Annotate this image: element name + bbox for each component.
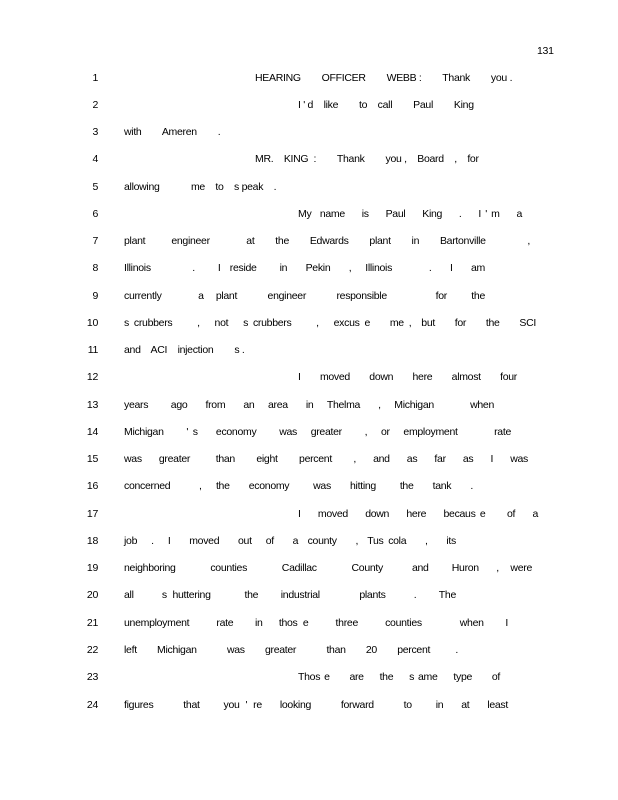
line-text: My name is Paul King . I ' m a (298, 208, 522, 220)
line-text: job . I moved out of a county , Tus cola , its (124, 535, 456, 547)
transcript-line (0, 181, 618, 197)
transcript-line (0, 671, 618, 687)
transcript-line (0, 617, 618, 633)
line-number: 22 (86, 644, 98, 656)
line-number: 16 (86, 480, 98, 492)
transcript-line (0, 153, 618, 169)
line-text: left Michigan was greater than 20 percent . (124, 644, 458, 656)
line-text: I moved down here almost four (298, 371, 517, 383)
line-text: allowing me to s peak . (124, 181, 277, 193)
line-text: and ACI injection s . (124, 344, 245, 356)
line-number: 9 (92, 290, 98, 302)
page-number: 131 (537, 45, 554, 57)
line-number: 19 (86, 562, 98, 574)
line-text: Illinois . I reside in Pekin , Illinois . I am (124, 262, 485, 274)
transcript-line (0, 399, 618, 415)
line-text: I moved down here becaus e of a (298, 508, 538, 520)
line-number: 2 (92, 99, 98, 111)
line-text: Thos e are the s ame type of (298, 671, 500, 683)
line-number: 5 (92, 181, 98, 193)
transcript-line (0, 344, 618, 360)
line-number: 10 (86, 317, 98, 329)
line-number: 3 (92, 126, 98, 138)
transcript-line (0, 126, 618, 142)
transcript-line (0, 453, 618, 469)
transcript-line (0, 699, 618, 715)
line-text: plant engineer at the Edwards plant in Bartonville , (124, 235, 530, 247)
line-text: unemployment rate in thos e three counties when I (124, 617, 508, 629)
line-number: 4 (92, 153, 98, 165)
transcript-line (0, 535, 618, 551)
transcript-line (0, 235, 618, 251)
transcript-line (0, 72, 618, 88)
line-text: MR. KING : Thank you , Board , for (255, 153, 479, 165)
line-text: was greater than eight percent , and as far as I was (124, 453, 528, 465)
transcript-line (0, 508, 618, 524)
line-number: 6 (92, 208, 98, 220)
transcript-line (0, 208, 618, 224)
line-number: 13 (86, 399, 98, 411)
line-number: 18 (86, 535, 98, 547)
line-number: 1 (92, 72, 98, 84)
transcript-line (0, 589, 618, 605)
transcript-line (0, 262, 618, 278)
line-text: with Ameren . (124, 126, 221, 138)
line-number: 21 (86, 617, 98, 629)
transcript-line (0, 480, 618, 496)
transcript-line (0, 562, 618, 578)
line-text: HEARING OFFICER WEBB : Thank you . (255, 72, 513, 84)
transcript-line (0, 426, 618, 442)
line-number: 12 (86, 371, 98, 383)
line-number: 8 (92, 262, 98, 274)
line-number: 20 (86, 589, 98, 601)
line-number: 15 (86, 453, 98, 465)
line-text: I ' d like to call Paul King (298, 99, 474, 111)
line-text: neighboring counties Cadillac County and Huron , were (124, 562, 532, 574)
line-text: currently a plant engineer responsible for the (124, 290, 485, 302)
line-text: figures that you ' re looking forward to in at least (124, 699, 508, 711)
line-text: concerned , the economy was hitting the tank . (124, 480, 473, 492)
line-number: 24 (86, 699, 98, 711)
line-text: s crubbers , not s crubbers , excus e me , but for the SCI (124, 317, 536, 329)
line-number: 23 (86, 671, 98, 683)
line-number: 11 (87, 344, 98, 356)
line-number: 7 (92, 235, 98, 247)
transcript-line (0, 99, 618, 115)
line-text: Michigan ' s economy was greater , or employment rate (124, 426, 511, 438)
line-text: years ago from an area in Thelma , Michigan when (124, 399, 494, 411)
transcript-line (0, 371, 618, 387)
line-text: all s huttering the industrial plants . The (124, 589, 456, 601)
line-number: 17 (86, 508, 98, 520)
transcript-line (0, 317, 618, 333)
line-number: 14 (86, 426, 98, 438)
transcript-line (0, 290, 618, 306)
transcript-line (0, 644, 618, 660)
